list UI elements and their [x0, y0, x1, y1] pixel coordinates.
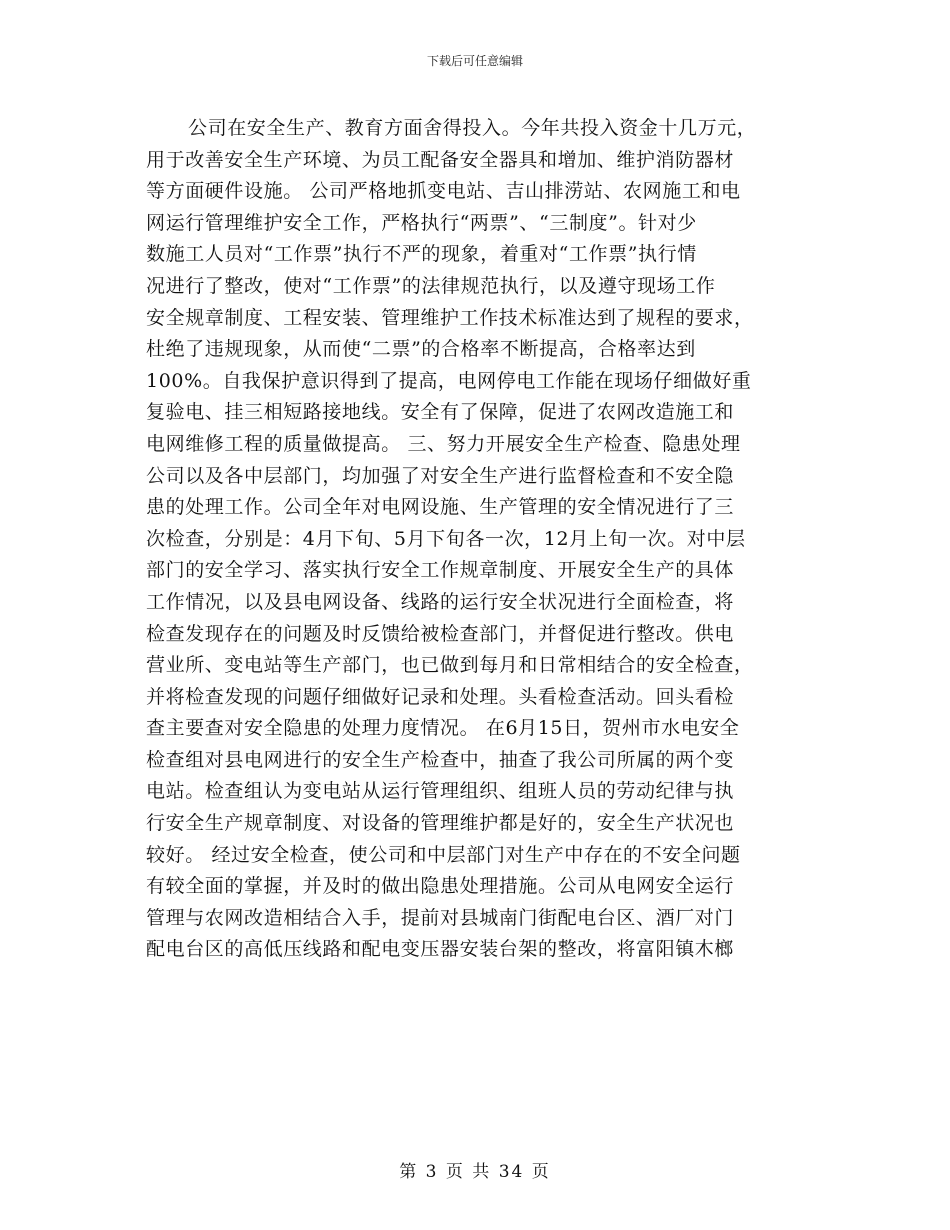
paragraph-line: 网运行管理维护安全工作，严格执行“两票”、“三制度”。针对少: [146, 211, 697, 234]
paragraph-line: 有较全面的掌握，并及时的做出隐患处理措施。公司从电网安全运行: [146, 875, 735, 898]
paragraph-line: 并将检查发现的问题仔细做好记录和处理。头看检查活动。回头看检: [146, 685, 735, 708]
paragraph-line: 较好。 经过安全检查，使公司和中层部门对生产中存在的不安全问题: [146, 843, 741, 866]
paragraph-line: 检查发现存在的问题及时反馈给被检查部门，并督促进行整改。供电: [146, 622, 735, 645]
paragraph-line: 行安全生产规章制度、对设备的管理维护都是好的，安全生产状况也: [146, 812, 735, 835]
paragraph-line: 营业所、变电站等生产部门，也已做到每月和日常相结合的安全检查，: [146, 654, 754, 677]
page-number-footer: 第 3 页 共 34 页: [399, 1162, 551, 1182]
paragraph-line: 患的处理工作。公司全年对电网设施、生产管理的安全情况进行了三: [146, 496, 735, 519]
document-body: [146, 113, 808, 966]
paragraph-line: 复验电、挂三相短路接地线。安全有了保障，促进了农网改造施工和: [146, 401, 735, 424]
paragraph-line: 部门的安全学习、落实执行安全工作规章制度、开展安全生产的具体: [146, 559, 735, 582]
paragraph-line: 用于改善安全生产环境、为员工配备安全器具和增加、维护消防器材: [146, 148, 735, 171]
paragraph-line: 公司以及各中层部门，均加强了对安全生产进行监督检查和不安全隐: [146, 464, 735, 487]
paragraph-line: 公司在安全生产、教育方面舍得投入。今年共投入资金十几万元，: [188, 117, 757, 139]
paragraph-line: 况进行了整改，使对“工作票”的法律规范执行，以及遵守现场工作: [146, 274, 716, 297]
paragraph-line: 安全规章制度、工程安装、管理维护工作技术标准达到了规程的要求，: [146, 306, 754, 329]
paragraph-line: 管理与农网改造相结合入手，提前对县城南门街配电台区、酒厂对门: [146, 906, 735, 929]
paragraph-line: 数施工人员对“工作票”执行不严的现象，着重对“工作票”执行情: [146, 243, 697, 266]
paragraph-line: 电网维修工程的质量做提高。 三、努力开展安全生产检查、隐患处理: [146, 432, 741, 455]
paragraph-line: 电站。检查组认为变电站从运行管理组织、组班人员的劳动纪律与执: [146, 780, 735, 803]
paragraph-line: 配电台区的高低压线路和配电变压器安装台架的整改，将富阳镇木榔: [146, 938, 735, 961]
paragraph-line: 检查组对县电网进行的安全生产检查中，抽查了我公司所属的两个变: [146, 748, 735, 771]
paragraph-line: 杜绝了违规现象，从而使“二票”的合格率不断提高，合格率达到: [146, 338, 696, 361]
page-header-note: 下载后可任意编辑: [426, 54, 523, 68]
paragraph-line: 查主要查对安全隐患的处理力度情况。 在6月15日，贺州市水电安全: [146, 717, 740, 740]
paragraph-line: 次检查，分别是：4月下旬、5月下旬各一次，12月上旬一次。对中层: [146, 527, 746, 550]
paragraph-line: 等方面硬件设施。 公司严格地抓变电站、吉山排涝站、农网施工和电: [146, 180, 741, 203]
paragraph-line: 工作情况，以及县电网设备、线路的运行安全状况进行全面检查，将: [146, 590, 735, 613]
paragraph-line: 100%。自我保护意识得到了提高，电网停电工作能在现场仔细做好重: [146, 369, 752, 392]
